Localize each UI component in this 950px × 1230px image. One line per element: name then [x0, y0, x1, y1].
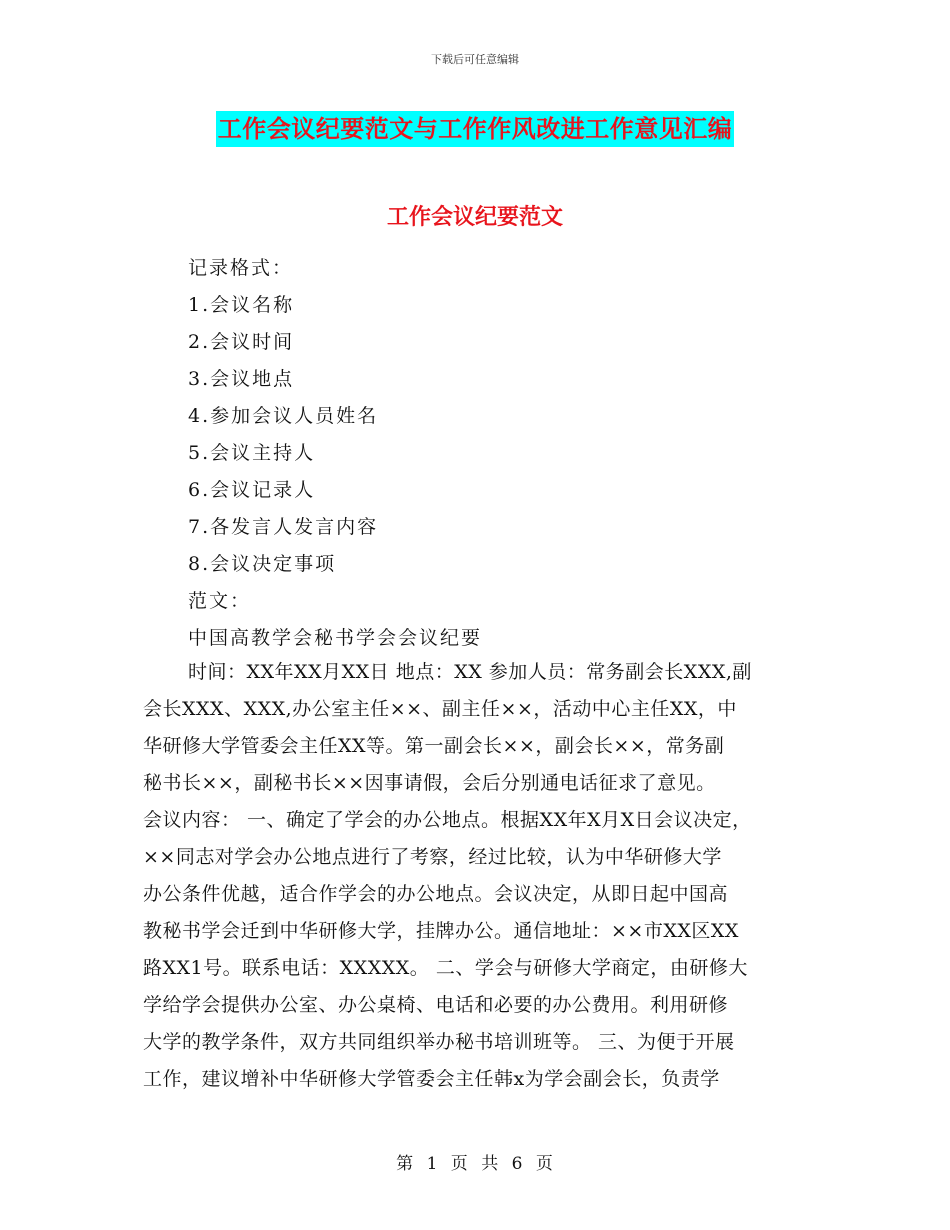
format-item: 8.会议决定事项 — [188, 553, 337, 575]
format-item: 6.会议记录人 — [188, 479, 316, 501]
format-item: 7.各发言人发言内容 — [188, 516, 379, 538]
format-item: 4.参加会议人员姓名 — [188, 405, 379, 427]
body-line: 办公条件优越，适合作学会的办公地点。会议决定，从即日起中国高 — [143, 883, 729, 905]
body-line: 秘书长××，副秘书长××因事请假，会后分别通电话征求了意见。 — [143, 772, 716, 794]
format-heading: 记录格式： — [188, 257, 294, 279]
body-text — [143, 654, 823, 1098]
body-line: ××同志对学会办公地点进行了考察，经过比较，认为中华研修大学 — [143, 846, 722, 868]
document-title: 工作会议纪要范文与工作作风改进工作意见汇编 — [216, 111, 735, 147]
page-header-note: 下载后可任意编辑 — [431, 53, 519, 66]
body-line: 工作，建议增补中华研修大学管委会主任韩x为学会副会长，负责学 — [143, 1068, 720, 1090]
format-item: 5.会议主持人 — [188, 442, 316, 464]
body-line: 学给学会提供办公室、办公桌椅、电话和必要的办公费用。利用研修 — [143, 994, 729, 1016]
body-line: 时间：XX年XX月XX日 地点：XX 参加人员：常务副会长XXX,副 — [188, 661, 752, 683]
section-title: 工作会议纪要范文 — [386, 204, 563, 230]
body-line: 教秘书学会迁到中华研修大学，挂牌办公。通信地址：××市XX区XX — [143, 920, 739, 942]
body-line: 会长XXX、XXX,办公室主任××、副主任××，活动中心主任XX，中 — [143, 698, 737, 720]
body-line: 华研修大学管委会主任XX等。第一副会长××，副会长××，常务副 — [143, 735, 725, 757]
page-number: 第 1 页 共 6 页 — [396, 1154, 554, 1174]
body-line: 会议内容： 一、确定了学会的办公地点。根据XX年X月X日会议决定， — [143, 809, 752, 831]
example-heading: 范文： — [188, 590, 252, 612]
format-list — [188, 250, 482, 657]
format-item: 1.会议名称 — [188, 294, 295, 316]
body-line: 大学的教学条件，双方共同组织举办秘书培训班等。 三、为便于开展 — [143, 1031, 735, 1053]
format-item: 2.会议时间 — [188, 331, 295, 353]
body-line: 路XX1号。联系电话：XXXXX。 二、学会与研修大学商定，由研修大 — [143, 957, 748, 979]
example-title: 中国高教学会秘书学会会议纪要 — [188, 627, 483, 649]
format-item: 3.会议地点 — [188, 368, 295, 390]
document-title-container — [0, 111, 950, 147]
